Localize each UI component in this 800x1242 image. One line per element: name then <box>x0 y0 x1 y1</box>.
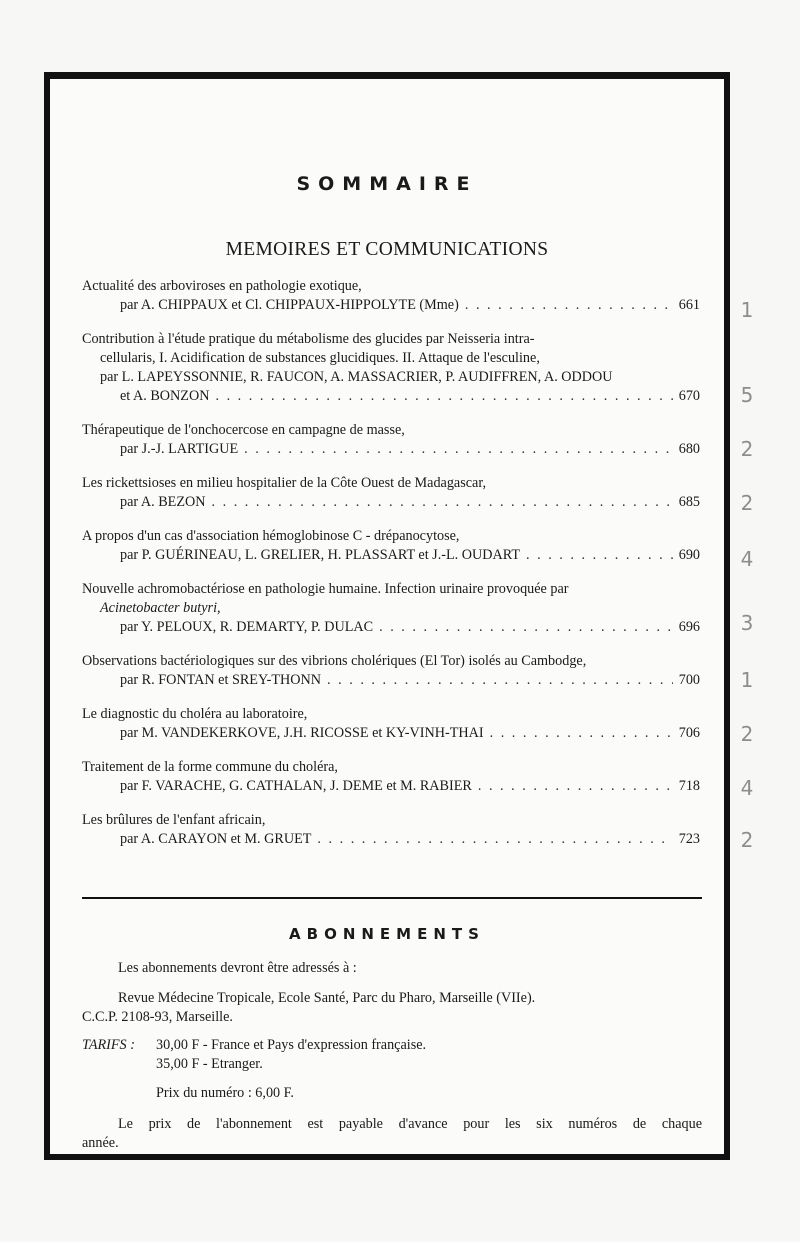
entry-title: Les rickettsioses en milieu hospitalier de la Côte Ouest de Madagascar, <box>82 475 487 491</box>
entry-title: Le diagnostic du choléra au laboratoire, <box>82 706 308 722</box>
entry-authors: par M. VANDEKERKOVE, J.H. RICOSSE et KY-VINH-THAI <box>120 725 484 741</box>
entry-title: Traitement de la forme commune du choléra, <box>82 759 338 775</box>
dot-leader <box>317 830 672 849</box>
margin-note: 4 <box>740 547 754 571</box>
entry-title: Les brûlures de l'enfant africain, <box>82 812 266 828</box>
entry-authors-line <box>82 777 700 796</box>
entry-authors-line <box>82 440 700 459</box>
margin-note: 1 <box>740 298 754 322</box>
entry-title: Observations bactériologiques sur des vibrions cholériques (El Tor) isolés au Cambodge, <box>82 653 587 669</box>
contents-frame <box>44 72 730 1160</box>
entry-page-number: 661 <box>678 297 700 313</box>
dot-leader <box>478 777 673 796</box>
sommaire-heading: SOMMAIRE <box>296 173 478 195</box>
tarif-row <box>82 1036 702 1055</box>
handwritten-margin-notes <box>734 0 794 1242</box>
prix-numero: Prix du numéro : 6,00 F. <box>156 1085 294 1101</box>
entry-title: Acinetobacter butyri, <box>100 600 221 616</box>
entry-title: Thérapeutique de l'onchocercose en campagne de masse, <box>82 422 405 438</box>
entry-title: cellularis, I. Acidification de substances glucidiques. II. Attaque de l'esculine, <box>100 350 540 366</box>
address-line: Revue Médecine Tropicale, Ecole Santé, Parc du Pharo, Marseille (VIIe). <box>118 990 536 1006</box>
toc-entry <box>82 580 700 637</box>
abonnements-intro: Les abonnements devront être adressés à : <box>118 960 357 976</box>
margin-note: 2 <box>740 828 754 852</box>
table-of-contents <box>82 277 700 864</box>
entry-authors: et A. BONZON <box>120 388 210 404</box>
payment-note: Le prix de l'abonnement est payable d'avance pour les six numéros de chaque <box>118 1116 702 1132</box>
toc-entry <box>82 277 700 315</box>
toc-entry <box>82 652 700 690</box>
entry-page-number: 718 <box>678 778 700 794</box>
margin-note: 1 <box>740 668 754 692</box>
entry-authors-line <box>82 296 700 315</box>
dot-leader <box>379 618 673 637</box>
margin-note: 3 <box>740 611 754 635</box>
toc-entry <box>82 811 700 849</box>
dot-leader <box>215 387 672 406</box>
section-heading: MEMOIRES ET COMMUNICATIONS <box>225 239 549 260</box>
dot-leader <box>526 546 673 565</box>
abonnements-heading: ABONNEMENTS <box>289 925 485 943</box>
entry-page-number: 696 <box>678 619 700 635</box>
address-line: C.C.P. 2108-93, Marseille. <box>82 1009 233 1025</box>
entry-authors: par P. GUÉRINEAU, L. GRELIER, H. PLASSART et J.-L. OUDART <box>120 547 520 563</box>
toc-entry <box>82 474 700 512</box>
entry-authors: par A. BEZON <box>120 494 206 510</box>
entry-title: Contribution à l'étude pratique du métabolisme des glucides par Neisseria intra- <box>82 331 535 347</box>
toc-entry <box>82 705 700 743</box>
abonnements-section <box>82 959 702 1153</box>
entry-title: par L. LAPEYSSONNIE, R. FAUCON, A. MASSACRIER, P. AUDIFFREN, A. ODDOU <box>100 369 613 385</box>
tarif-etranger: 35,00 F - Etranger. <box>156 1056 263 1072</box>
entry-authors-line <box>82 830 700 849</box>
dot-leader <box>490 724 673 743</box>
margin-note: 4 <box>740 776 754 800</box>
entry-authors-line <box>82 493 700 512</box>
entry-authors-line <box>82 618 700 637</box>
entry-authors: par Y. PELOUX, R. DEMARTY, P. DULAC <box>120 619 374 635</box>
entry-authors-line <box>82 671 700 690</box>
entry-authors: par R. FONTAN et SREY-THONN <box>120 672 322 688</box>
dot-leader <box>465 296 673 315</box>
dot-leader <box>327 671 673 690</box>
section-divider <box>82 897 702 899</box>
toc-entry <box>82 527 700 565</box>
entry-authors: par J.-J. LARTIGUE <box>120 441 239 457</box>
toc-entry <box>82 758 700 796</box>
margin-note: 2 <box>740 491 754 515</box>
entry-page-number: 690 <box>678 547 700 563</box>
entry-page-number: 700 <box>678 672 700 688</box>
toc-entry <box>82 330 700 406</box>
entry-page-number: 670 <box>678 388 700 404</box>
entry-authors-line <box>82 387 700 406</box>
tarifs-label: TARIFS : <box>82 1037 135 1053</box>
margin-note: 2 <box>740 437 754 461</box>
margin-note: 2 <box>740 722 754 746</box>
entry-authors: par A. CHIPPAUX et Cl. CHIPPAUX-HIPPOLYTE (Mme) <box>120 297 459 313</box>
entry-title: Nouvelle achromobactériose en pathologie humaine. Infection urinaire provoquée par <box>82 581 569 597</box>
entry-authors: par F. VARACHE, G. CATHALAN, J. DEME et M. RABIER <box>120 778 472 794</box>
entry-authors: par A. CARAYON et M. GRUET <box>120 831 312 847</box>
entry-page-number: 685 <box>678 494 700 510</box>
entry-authors-line <box>82 724 700 743</box>
margin-note: 5 <box>740 383 754 407</box>
entry-title: Actualité des arboviroses en pathologie exotique, <box>82 278 362 294</box>
payment-note: année. <box>82 1135 119 1151</box>
entry-page-number: 680 <box>678 441 700 457</box>
dot-leader <box>212 493 673 512</box>
tarif-france: 30,00 F - France et Pays d'expression française. <box>156 1037 427 1053</box>
entry-page-number: 723 <box>678 831 700 847</box>
toc-entry <box>82 421 700 459</box>
dot-leader <box>244 440 673 459</box>
entry-page-number: 706 <box>678 725 700 741</box>
entry-authors-line <box>82 546 700 565</box>
entry-title: A propos d'un cas d'association hémoglobinose C - drépanocytose, <box>82 528 460 544</box>
